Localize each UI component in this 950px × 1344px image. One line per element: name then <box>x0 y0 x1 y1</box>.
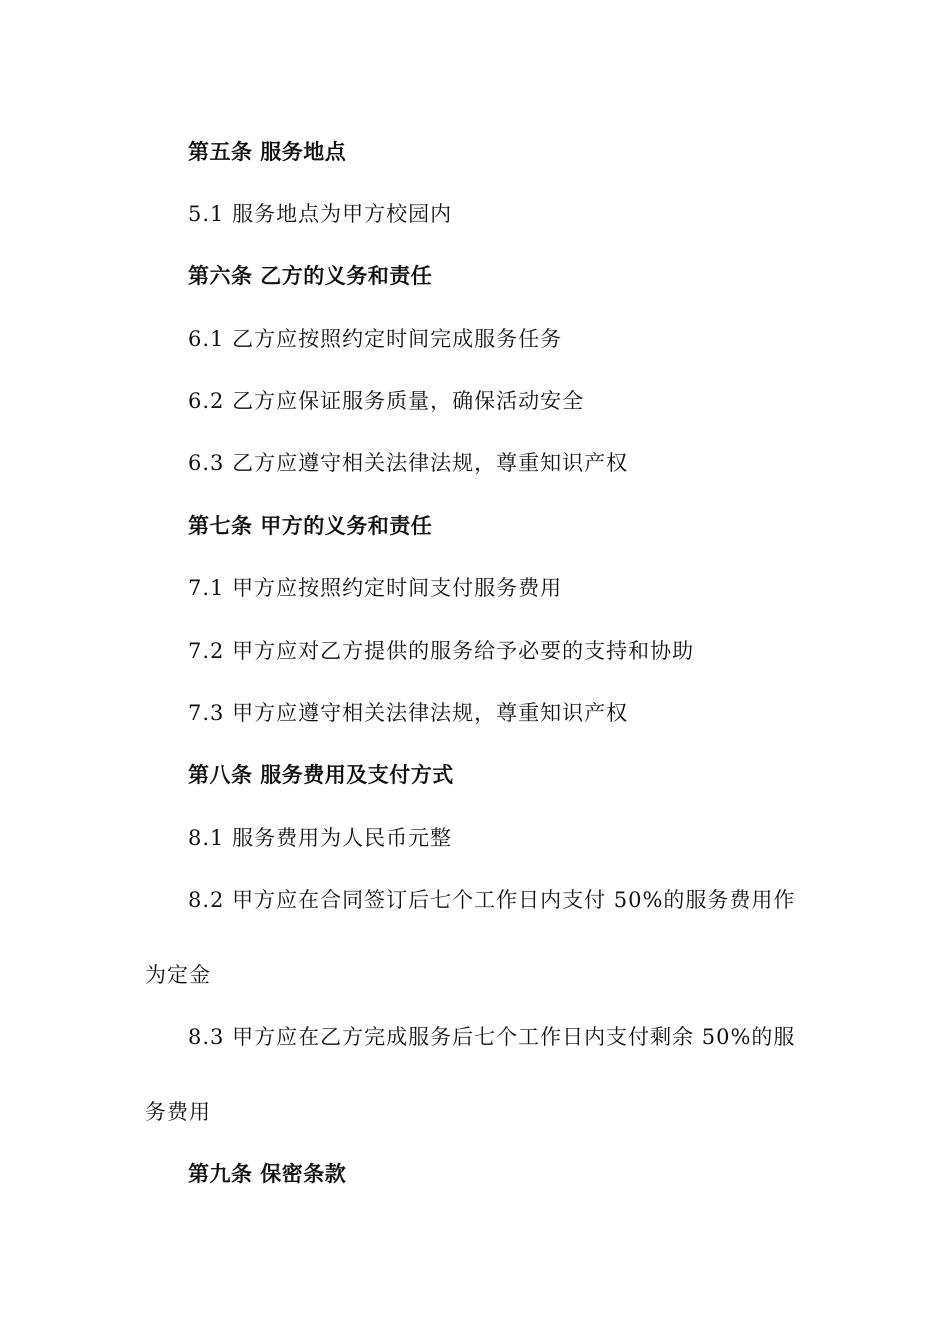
clause-7-2: 7.2 甲方应对乙方提供的服务给予必要的支持和协助 <box>188 639 695 663</box>
clause-8-3-continuation: 务费用 <box>145 1100 211 1124</box>
article-6-heading: 第六条 乙方的义务和责任 <box>188 264 433 288</box>
article-8-heading: 第八条 服务费用及支付方式 <box>188 763 454 787</box>
clause-6-2: 6.2 乙方应保证服务质量，确保活动安全 <box>188 389 585 413</box>
clause-8-3: 8.3 甲方应在乙方完成服务后七个工作日内支付剩余 50%的服 <box>188 1025 796 1049</box>
article-7-heading: 第七条 甲方的义务和责任 <box>188 514 433 538</box>
clause-6-3: 6.3 乙方应遵守相关法律法规，尊重知识产权 <box>188 451 629 475</box>
clause-5-1: 5.1 服务地点为甲方校园内 <box>188 202 453 226</box>
article-9-heading: 第九条 保密条款 <box>188 1162 347 1186</box>
clause-6-1: 6.1 乙方应按照约定时间完成服务任务 <box>188 327 563 351</box>
clause-8-2-continuation: 为定金 <box>145 963 211 987</box>
clause-8-1: 8.1 服务费用为人民币元整 <box>188 826 453 850</box>
clause-8-2: 8.2 甲方应在合同签订后七个工作日内支付 50%的服务费用作 <box>188 888 796 912</box>
clause-7-1: 7.1 甲方应按照约定时间支付服务费用 <box>188 576 563 600</box>
article-5-heading: 第五条 服务地点 <box>188 140 347 164</box>
clause-7-3: 7.3 甲方应遵守相关法律法规，尊重知识产权 <box>188 701 629 725</box>
